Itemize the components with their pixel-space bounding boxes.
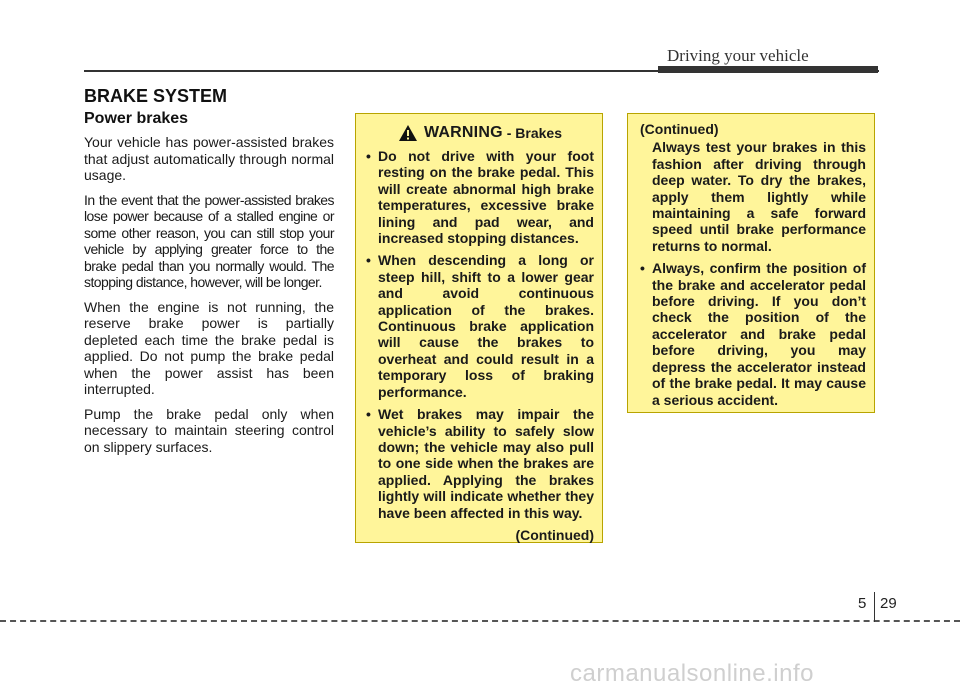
page-number-divider (874, 592, 875, 622)
chapter-number: 5 (858, 595, 867, 612)
warning-list (640, 260, 866, 408)
left-column (84, 110, 334, 463)
continued-label: (Continued) (640, 121, 719, 137)
paragraph: Pump the brake pedal only when necessary to maintain steering control on slippery surfaces. (84, 405, 334, 455)
warning-box (355, 113, 603, 543)
continuation-text: Always test your brakes in this fashion after driving through deep water. To dry the brakes, apply them lightly while maintaining a safe forward speed until brake performance returns to normal. (652, 139, 866, 254)
list-item: • Always, confirm the position of the brake and accelerator pedal before driving. If you don’t check the position of the accelerator and brake pedal before driving, you may depress the accelerator instead of the brake pedal. It may cause a serious accident. (640, 260, 866, 408)
paragraph: In the event that the power-assisted brakes lose power because of a stalled engine or some other reason, you can still stop your vehicle by applying greater force to the brake pedal than you normally would. The stopping distance, however, will be longer. (84, 191, 334, 290)
subheading: Power brakes (84, 110, 189, 127)
list-item: • Do not drive with your foot resting on the brake pedal. This will create abnormal high brake temperatures, excessive brake lining and pad wear, and increased stopping distances. (366, 148, 594, 246)
warning-title: WARNING (424, 123, 503, 141)
warning-subtitle: - Brakes (506, 124, 562, 141)
warning-header (366, 124, 594, 142)
list-item: • When descending a long or steep hill, shift to a lower gear and avoid continuous application of the brakes. Continuous brake application will cause the brakes to overheat and could result in a temporary loss of braking performance. (366, 252, 594, 400)
section-title: Driving your vehicle (667, 46, 809, 65)
footer-rule (0, 620, 960, 622)
paragraph: When the engine is not running, the reserve brake power is partially depleted each time the brake pedal is applied. Do not pump the brake pedal when the power assist has been interrupted. (84, 298, 334, 397)
continued-label: (Continued) (515, 526, 594, 543)
paragraph: Your vehicle has power-assisted brakes that adjust automatically through normal usage. (84, 134, 334, 183)
warning-triangle-icon (398, 124, 418, 142)
warning-list (366, 148, 594, 521)
page-number: 29 (880, 595, 897, 612)
header-rule-accent (658, 66, 878, 73)
watermark: carmanualsonline.info (570, 660, 814, 687)
continued-warning-box (627, 113, 875, 413)
page-title: BRAKE SYSTEM (84, 86, 228, 106)
list-item: • Wet brakes may impair the vehicle’s ability to safely slow down; the vehicle may also pull to one side when the brakes are applied. Applying the brakes lightly will indicate whether they have been affected in this way. (366, 406, 594, 521)
